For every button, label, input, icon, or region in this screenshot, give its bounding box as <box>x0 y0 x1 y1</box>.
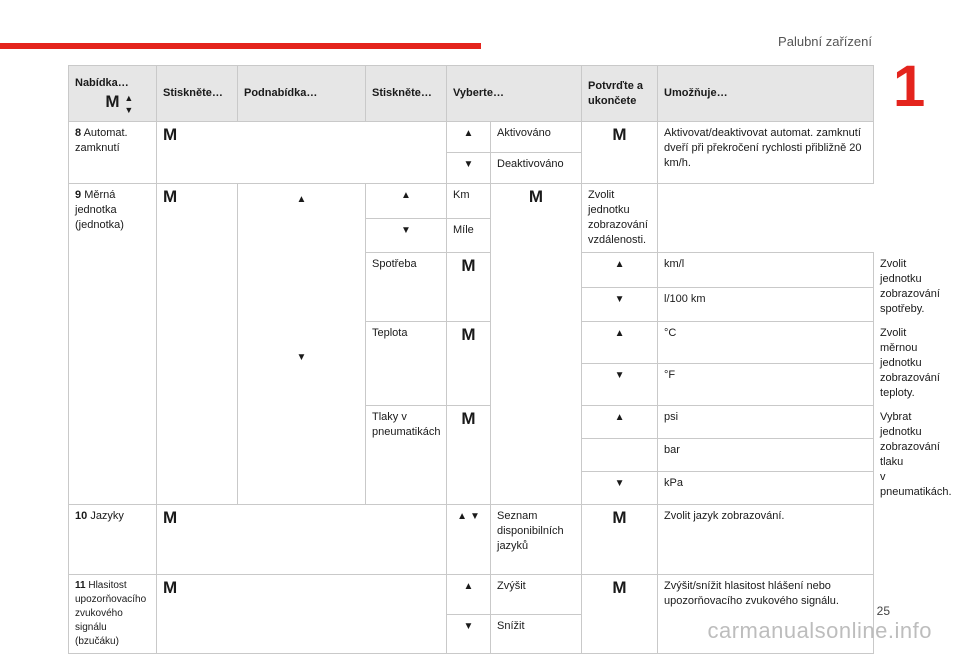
menu-cell: 8 Automat. zamknutí <box>69 122 157 184</box>
arrow-down-icon: ▼ <box>470 511 480 522</box>
menu-key-icon: M <box>461 256 476 275</box>
arrow-up-icon: ▲ <box>457 511 467 522</box>
arrow-up-icon: ▲ <box>296 194 307 205</box>
section-title: Palubní zařízení <box>778 34 872 49</box>
table-row: 11 Hlasitost upozorňovacího zvukového signálu (bzučáku) M ▲ Zvýšit M Zvýšit/snížit hlasitost hlášení nebo upozorňovacího zvukového signálu. <box>69 575 874 615</box>
arrow-down-icon: ▼ <box>296 352 307 363</box>
submenu-arrow-cell <box>238 184 366 505</box>
menu-key-icon: M <box>461 325 476 344</box>
table-row: ▼ l/100 km <box>69 287 874 322</box>
arrow-up-icon: ▲ <box>401 190 411 201</box>
arrow-down-icon: ▼ <box>614 370 625 381</box>
table-row: 10 Jazyky M ▲ ▼ Seznam disponibilních jazyků M Zvolit jazyk zobrazování. <box>69 505 874 575</box>
table-row: Teplota M ▲ °C Zvolit měrnou jednotku zobrazování teploty. <box>69 322 874 364</box>
menu-cell: 10 Jazyky <box>69 505 157 575</box>
menu-key-icon: M <box>528 187 544 206</box>
watermark: carmanualsonline.info <box>707 618 932 643</box>
chapter-number: 1 <box>893 54 926 119</box>
arrow-up-icon: ▲ <box>463 581 474 592</box>
arrow-down-icon: ▼ <box>463 620 474 632</box>
arrow-down-icon: ▼ <box>401 224 411 236</box>
table-row: Spotřeba M ▲ km/l Zvolit jednotku zobrazování spotřeby. <box>69 253 874 288</box>
table-row: ▼ Deaktivováno <box>69 153 874 184</box>
menu-key-icon: M <box>612 578 627 597</box>
arrow-down-icon: ▼ <box>463 159 474 170</box>
arrow-up-icon: ▲ <box>614 259 625 270</box>
header-press: Stiskněte… <box>157 66 238 122</box>
menu-key-icon: M <box>163 125 178 144</box>
header-select: Vyberte… <box>447 66 582 122</box>
table-row: ▼ kPa <box>69 472 874 505</box>
menu-cell: 11 Hlasitost upozorňovacího zvukového signálu (bzučáku) <box>69 575 157 654</box>
arrow-down-icon: ▼ <box>614 478 625 489</box>
menu-key-icon: M <box>163 187 178 206</box>
header-red-bar <box>0 43 481 49</box>
menu-key-icon: M <box>461 409 476 428</box>
page-number: 25 <box>876 604 890 618</box>
table-row: 8 Automat. zamknutí M ▲ Aktivováno M Aktivovat/deaktivovat automat. zamknutí dveří při překročení rychlosti přibližně 20 km/h. <box>69 122 874 153</box>
press-cell <box>157 122 447 184</box>
header-enables: Umožňuje… <box>658 66 874 122</box>
table-header-row <box>69 66 874 122</box>
table-row: ▼ °F <box>69 364 874 406</box>
table-row: bar <box>69 439 874 472</box>
table-row: 9 Měrná jednotka (jednotka) M ▲ ▼ ▲ Km M Zvolit jednotku zobrazování vzdálenosti. <box>69 184 874 219</box>
menu-key-icon: M <box>163 508 178 527</box>
table-row: Tlaky v pneumatikách M ▲ psi Vybrat jednotku zobrazování tlaku v pneumatikách. <box>69 406 874 439</box>
table-row: ▼ Míle <box>69 218 874 253</box>
table-row: ▼ Snížit <box>69 614 874 654</box>
menu-key-icon: M <box>612 508 627 527</box>
menu-key-icon: M <box>163 578 178 597</box>
arrow-down-icon: ▼ <box>614 293 625 305</box>
menu-arrows-icon: M ▲ ▼ <box>105 91 134 115</box>
arrow-up-icon: ▲ <box>463 128 474 139</box>
arrow-up-icon: ▲ <box>614 328 625 339</box>
header-press-2: Stiskněte… <box>366 66 447 122</box>
header-submenu: Podnabídka… <box>238 66 366 122</box>
menu-cell: 9 Měrná jednotka (jednotka) <box>69 184 157 505</box>
arrow-up-icon: ▲ <box>614 412 625 423</box>
header-confirm: Potvrďte a ukončete <box>582 66 658 122</box>
menu-key-icon: M <box>612 125 627 144</box>
header-menu: Nabídka… M ▲ ▼ <box>69 66 157 122</box>
